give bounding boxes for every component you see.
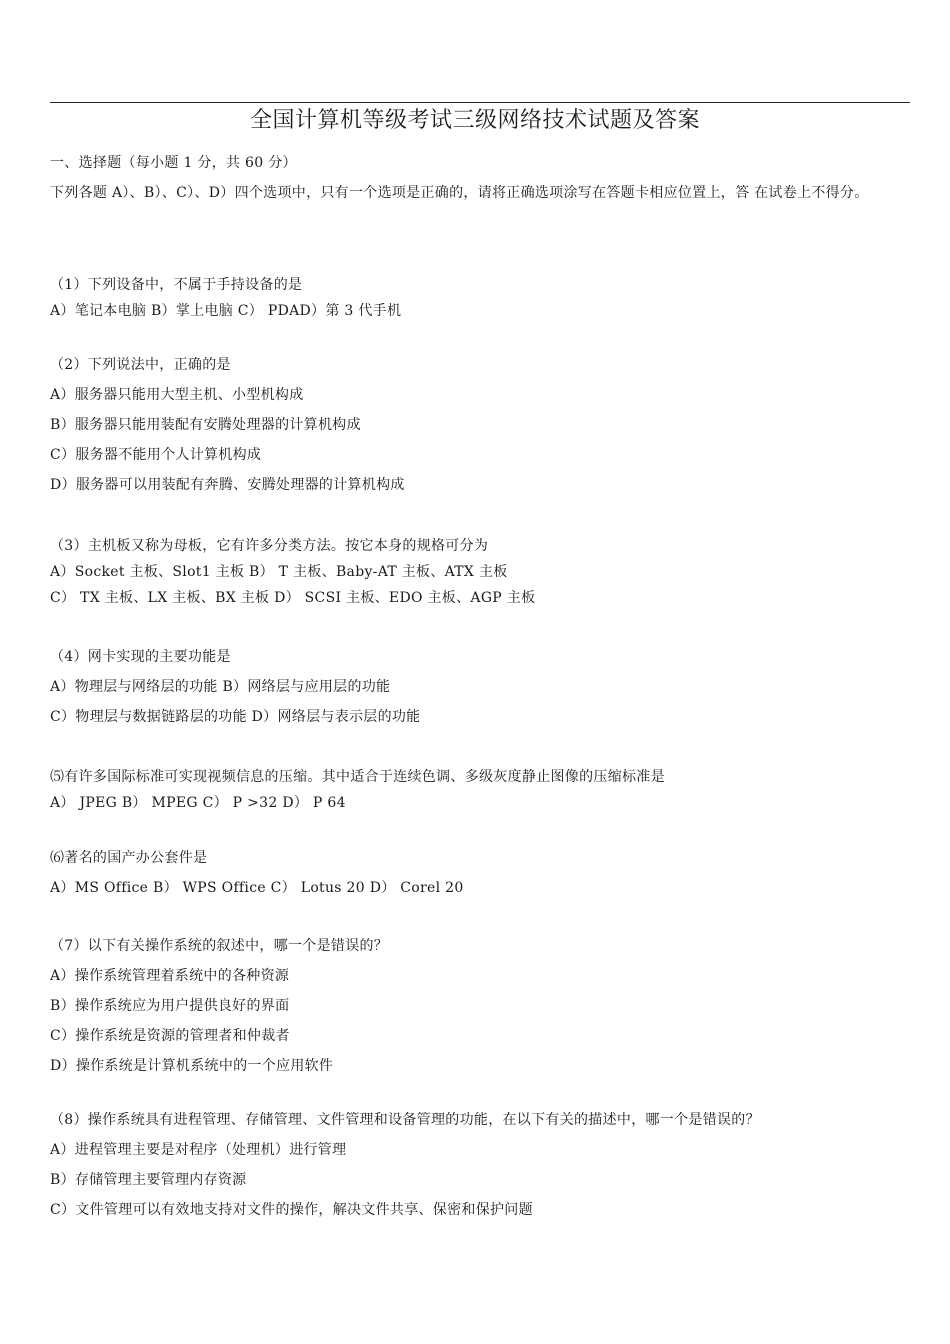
question-7-stem: （7）以下有关操作系统的叙述中，哪一个是错误的？ — [50, 938, 389, 954]
question-8-option-a: A）进程管理主要是对程序（处理机）进行管理 — [50, 1142, 347, 1158]
question-6-stem: ⑹著名的国产办公套件是 — [50, 850, 208, 866]
question-1-stem: （1）下列设备中，不属于手持设备的是 — [50, 277, 303, 293]
question-4-option-line-1: A）物理层与网络层的功能 B）网络层与应用层的功能 — [50, 679, 391, 695]
question-7-option-c: C）操作系统是资源的管理者和仲裁者 — [50, 1028, 290, 1044]
question-3-option-line-2: C） TX 主板、LX 主板、BX 主板 D） SCSI 主板、EDO 主板、AGP 主板 — [50, 590, 536, 606]
question-3-stem: （3）主机板又称为母板，它有许多分类方法。按它本身的规格可分为 — [50, 538, 489, 554]
question-1-option-line: A）笔记本电脑 B）掌上电脑 C） PDAD）第 3 代手机 — [50, 303, 402, 319]
question-8-stem: （8）操作系统具有进程管理、存储管理、文件管理和设备管理的功能，在以下有关的描述中，哪一个是错误的？ — [50, 1112, 760, 1128]
document-title: 全国计算机等级考试三级网络技术试题及答案 — [249, 108, 700, 133]
question-7-option-a: A）操作系统管理着系统中的各种资源 — [50, 968, 290, 984]
instructions-paragraph: 下列各题 A）、B）、C）、D）四个选项中，只有一个选项是正确的，请将正确选项涂写在答题卡相应位置上，答 在试卷上不得分。 — [50, 185, 869, 201]
question-4-option-line-2: C）物理层与数据链路层的功能 D）网络层与表示层的功能 — [50, 709, 421, 725]
question-2-option-b: B）服务器只能用装配有安腾处理器的计算机构成 — [50, 417, 361, 433]
question-2-option-a: A）服务器只能用大型主机、小型机构成 — [50, 387, 304, 403]
question-8-option-c: C）文件管理可以有效地支持对文件的操作，解决文件共享、保密和保护问题 — [50, 1202, 533, 1218]
section-heading: 一、选择题（每小题 1 分，共 60 分） — [50, 155, 297, 171]
question-2-option-d: D）服务器可以用装配有奔腾、安腾处理器的计算机构成 — [50, 477, 405, 493]
question-2-option-c: C）服务器不能用个人计算机构成 — [50, 447, 262, 463]
question-7-option-b: B）操作系统应为用户提供良好的界面 — [50, 998, 290, 1014]
question-5-option-line: A） JPEG B） MPEG C） P >32 D） P 64 — [50, 795, 346, 811]
question-6-option-line: A）MS Office B） WPS Office C） Lotus 20 D） Corel 20 — [50, 880, 464, 896]
question-7-option-d: D）操作系统是计算机系统中的一个应用软件 — [50, 1058, 334, 1074]
question-3-option-line-1: A）Socket 主板、Slot1 主板 B） T 主板、Baby-AT 主板、ATX 主板 — [50, 564, 508, 580]
question-5-stem: ⑸有许多国际标准可实现视频信息的压缩。其中适合于连续色调、多级灰度静止图像的压缩标准是 — [50, 769, 665, 785]
question-8-option-b: B）存储管理主要管理内存资源 — [50, 1172, 247, 1188]
question-2-stem: （2）下列说法中，正确的是 — [50, 357, 231, 373]
header-rule — [50, 102, 910, 103]
question-4-stem: （4）网卡实现的主要功能是 — [50, 649, 231, 665]
